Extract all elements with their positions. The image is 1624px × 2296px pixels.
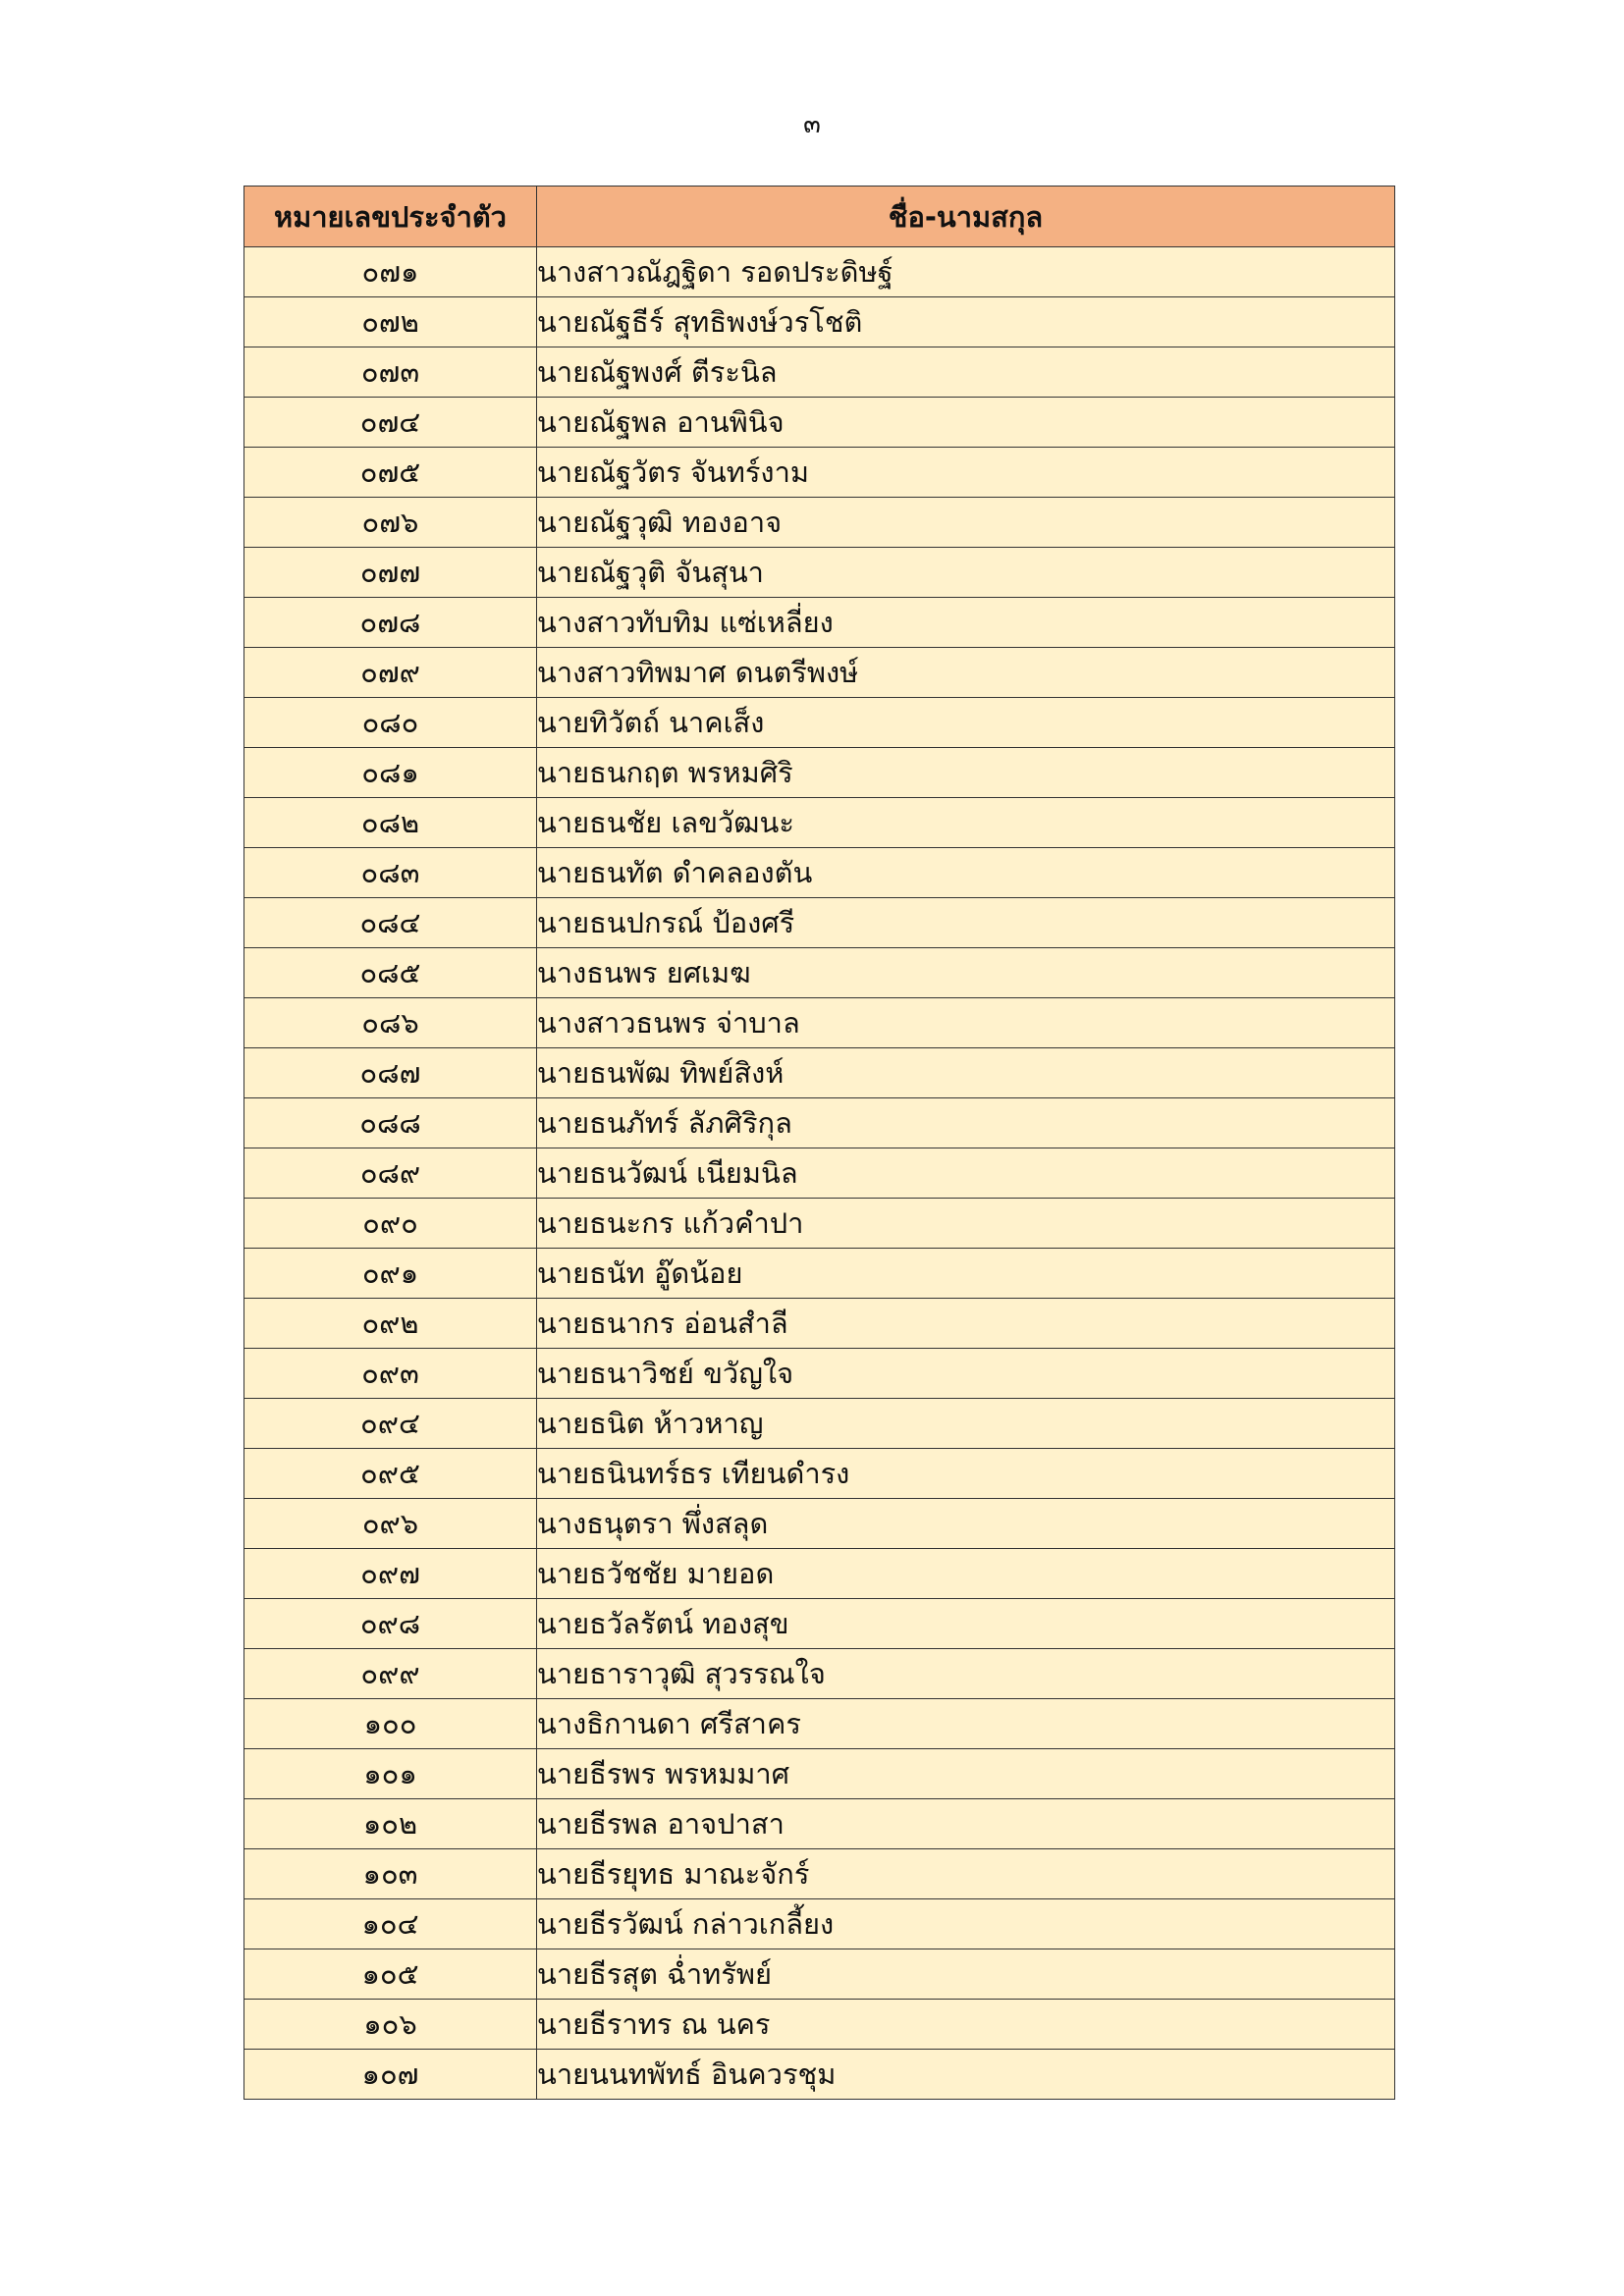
full-name-cell: นายณัฐวุติ จันสุนา [537,548,1395,598]
id-number-cell: ๐๙๙ [244,1649,537,1699]
full-name-cell: นายธีรวัฒน์ กล่าวเกลี้ยง [537,1899,1395,1949]
id-number-cell: ๑๐๐ [244,1699,537,1749]
table-row [244,2000,1395,2050]
id-number-cell: ๑๐๖ [244,2000,537,2050]
table-row [244,1649,1395,1699]
table-row [244,498,1395,548]
table-row [244,1799,1395,1849]
id-number-cell: ๑๐๔ [244,1899,537,1949]
id-number-cell: ๐๙๕ [244,1449,537,1499]
id-number-cell: ๐๙๑ [244,1249,537,1299]
table-row [244,398,1395,448]
id-number-cell: ๐๗๕ [244,448,537,498]
id-number-cell: ๐๙๒ [244,1299,537,1349]
id-number-cell: ๐๗๒ [244,297,537,347]
full-name-cell: นายธนัท อู๊ดน้อย [537,1249,1395,1299]
full-name-cell: นายธนะกร แก้วคำปา [537,1199,1395,1249]
id-number-cell: ๐๗๘ [244,598,537,648]
id-number-cell: ๑๐๕ [244,1949,537,2000]
table-row [244,1899,1395,1949]
full-name-cell: นายธาราวุฒิ สุวรรณใจ [537,1649,1395,1699]
id-number-cell: ๐๘๓ [244,848,537,898]
table-row [244,998,1395,1048]
table-row [244,347,1395,398]
full-name-cell: นางสาวธนพร จ่าบาล [537,998,1395,1048]
full-name-cell: นายธนวัฒน์ เนียมนิล [537,1148,1395,1199]
full-name-cell: นางสาวทิพมาศ ดนตรีพงษ์ [537,648,1395,698]
id-number-cell: ๐๘๙ [244,1148,537,1199]
table-row [244,297,1395,347]
full-name-cell: นายธีรยุทธ มาณะจักร์ [537,1849,1395,1899]
table-row [244,2050,1395,2100]
table-row [244,1098,1395,1148]
full-name-cell: นายธนากร อ่อนสำลี [537,1299,1395,1349]
id-number-cell: ๐๗๔ [244,398,537,448]
id-number-cell: ๐๗๑ [244,247,537,297]
id-number-cell: ๐๗๓ [244,347,537,398]
table-row [244,448,1395,498]
id-number-cell: ๐๘๒ [244,798,537,848]
id-number-cell: ๑๐๑ [244,1749,537,1799]
table-row [244,848,1395,898]
table-row [244,898,1395,948]
full-name-cell: นายธนาวิชย์ ขวัญใจ [537,1349,1395,1399]
id-number-cell: ๐๙๔ [244,1399,537,1449]
table-row [244,1499,1395,1549]
full-name-cell: นางธนุตรา พึ่งสลุด [537,1499,1395,1549]
id-number-cell: ๐๘๗ [244,1048,537,1098]
table-row [244,1449,1395,1499]
table-row [244,548,1395,598]
full-name-cell: นางสาวทับทิม แซ่เหลี่ยง [537,598,1395,648]
id-number-cell: ๐๘๖ [244,998,537,1048]
full-name-cell: นายธวัลรัตน์ ทองสุข [537,1599,1395,1649]
header-row [244,187,1395,247]
id-number-cell: ๐๘๘ [244,1098,537,1148]
full-name-cell: นายธวัชชัย มายอด [537,1549,1395,1599]
table-row [244,1599,1395,1649]
page-number: ๓ [803,110,821,139]
table-row [244,1699,1395,1749]
full-name-cell: นางสาวณัฎฐิดา รอดประดิษฐ์ [537,247,1395,297]
id-number-cell: ๐๘๕ [244,948,537,998]
full-name-cell: นายธนชัย เลขวัฒนะ [537,798,1395,848]
table-row [244,1749,1395,1799]
table-row [244,1249,1395,1299]
full-name-cell: นายธนิต ห้าวหาญ [537,1399,1395,1449]
id-number-cell: ๐๗๖ [244,498,537,548]
full-name-cell: นายณัฐพงศ์ ตีระนิล [537,347,1395,398]
full-name-cell: นางธนพร ยศเมฆ [537,948,1395,998]
full-name-cell: นายธนภัทร์ ลัภศิริกุล [537,1098,1395,1148]
id-number-cell: ๐๘๐ [244,698,537,748]
id-number-cell: ๐๘๑ [244,748,537,798]
table-row [244,698,1395,748]
full-name-cell: นายณัฐพล อานพินิจ [537,398,1395,448]
full-name-cell: นายทิวัตถ์ นาคเส็ง [537,698,1395,748]
full-name-cell: นายธนพัฒ ทิพย์สิงห์ [537,1048,1395,1098]
table-row [244,1949,1395,2000]
id-number-cell: ๐๙๗ [244,1549,537,1599]
header-id-number: หมายเลขประจำตัว [244,187,537,247]
id-number-cell: ๐๙๓ [244,1349,537,1399]
header-full-name: ชื่อ-นามสกุล [537,187,1395,247]
table-row [244,598,1395,648]
full-name-cell: นายธนปกรณ์ ป้องศรี [537,898,1395,948]
table-row [244,1048,1395,1098]
full-name-cell: นายธนทัต ดำคลองตัน [537,848,1395,898]
id-number-cell: ๐๘๔ [244,898,537,948]
id-number-cell: ๐๗๗ [244,548,537,598]
table-row [244,1299,1395,1349]
full-name-cell: นายธีราทร ณ นคร [537,2000,1395,2050]
table-row [244,1148,1395,1199]
table-row [244,748,1395,798]
table-row [244,1549,1395,1599]
full-name-cell: นายธนินทร์ธร เทียนดำรง [537,1449,1395,1499]
table-row [244,1849,1395,1899]
full-name-cell: นายธีรสุต ฉ่ำทรัพย์ [537,1949,1395,2000]
id-number-cell: ๑๐๗ [244,2050,537,2100]
full-name-cell: นายธีรพร พรหมมาศ [537,1749,1395,1799]
id-number-cell: ๐๙๖ [244,1499,537,1549]
id-number-cell: ๑๐๒ [244,1799,537,1849]
table-header [244,187,1395,247]
full-name-cell: นายณัฐวุฒิ ทองอาจ [537,498,1395,548]
full-name-cell: นายณัฐวัตร จันทร์งาม [537,448,1395,498]
full-name-cell: นายนนทพัทธ์ อินควรชุม [537,2050,1395,2100]
table-body [244,247,1395,2100]
id-number-cell: ๐๗๙ [244,648,537,698]
id-number-cell: ๐๙๐ [244,1199,537,1249]
table-row [244,948,1395,998]
table-row [244,798,1395,848]
full-name-cell: นายณัฐธีร์ สุทธิพงษ์วรโชติ [537,297,1395,347]
id-number-cell: ๑๐๓ [244,1849,537,1899]
roster-table [244,186,1395,2100]
table-row [244,1399,1395,1449]
table-row [244,247,1395,297]
table-row [244,648,1395,698]
id-number-cell: ๐๙๘ [244,1599,537,1649]
full-name-cell: นางธิกานดา ศรีสาคร [537,1699,1395,1749]
table-row [244,1199,1395,1249]
full-name-cell: นายธีรพล อาจปาสา [537,1799,1395,1849]
full-name-cell: นายธนกฤต พรหมศิริ [537,748,1395,798]
table-row [244,1349,1395,1399]
